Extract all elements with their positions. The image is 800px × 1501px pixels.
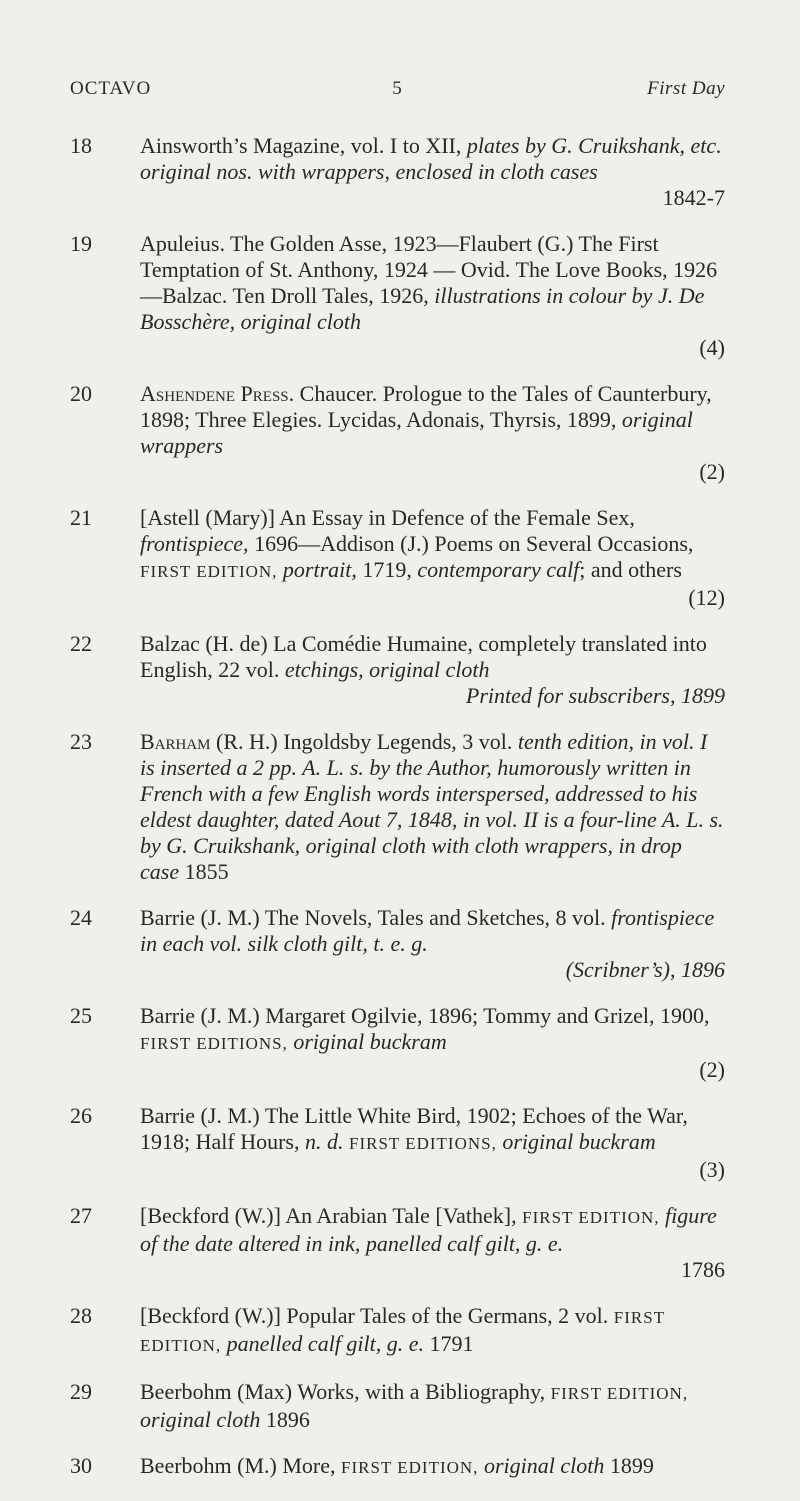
lot-text-segment: Barrie (J. M.) The Novels, Tales and Sketches, 8 vol. xyxy=(140,905,612,930)
lot-text-segment: 1696—Addison (J.) Poems on Several Occasions, xyxy=(248,531,694,556)
lot-number: 26 xyxy=(70,1103,92,1128)
lot-text-segment: Beerbohm (Max) Works, with a Bibliography, xyxy=(140,1379,551,1404)
lot-date-or-count: (2) xyxy=(699,1057,725,1082)
lot-text-segment: original buckram xyxy=(502,1129,656,1154)
lot-entry xyxy=(0,133,800,211)
lot-text-segment: ; and others xyxy=(579,557,682,582)
lot-text-segment: FIRST EDITION, xyxy=(550,1384,689,1403)
lot-entry xyxy=(0,1303,800,1359)
lot-entry xyxy=(0,1379,800,1433)
lot-description xyxy=(140,729,725,885)
lot-description xyxy=(140,1203,725,1257)
lot-entry xyxy=(0,905,800,983)
lot-description xyxy=(140,1103,725,1157)
lot-entry xyxy=(0,231,800,361)
lot-text-segment: frontispiece, xyxy=(140,531,249,556)
lot-date-or-count: (2) xyxy=(699,459,725,484)
lot-description xyxy=(140,1379,725,1433)
lot-number: 18 xyxy=(70,133,92,158)
lot-text-segment: 1896 xyxy=(260,1407,310,1432)
lot-text-segment: 1719, xyxy=(356,557,418,582)
header-sale-day: First Day xyxy=(647,78,725,99)
lot-entry xyxy=(0,381,800,485)
lot-number: 21 xyxy=(70,505,92,530)
lot-entry xyxy=(0,505,800,611)
lot-text-segment: Ainsworth’s Magazine, vol. I to XII, xyxy=(140,133,467,158)
lot-text-segment: original cloth xyxy=(483,1453,605,1478)
lot-text-segment: etchings, original cloth xyxy=(284,657,490,682)
lot-text-segment: FIRST EDITION, xyxy=(341,1458,479,1477)
lot-description xyxy=(140,905,725,957)
lot-date-or-count: (12) xyxy=(688,585,725,610)
lot-description xyxy=(140,133,725,185)
lot-entry xyxy=(0,1453,800,1481)
lot-text-segment: (R. H.) Ingoldsby Legends, 3 vol. xyxy=(210,729,518,754)
lot-text-segment: Barrie (J. M.) The Little White Bird, 1902; Echoes of the War, 1918; Half Hours, xyxy=(140,1103,688,1154)
lot-text-segment: [Beckford (W.)] Popular Tales of the Germans, 2 vol. xyxy=(140,1303,614,1328)
lot-description xyxy=(140,381,725,459)
lot-number: 23 xyxy=(70,729,92,754)
lot-entry xyxy=(0,1203,800,1283)
lot-entry xyxy=(0,1003,800,1083)
lot-text-segment: [Beckford (W.)] An Arabian Tale [Vathek], xyxy=(140,1203,523,1228)
lot-text-segment: Ashendene Press. xyxy=(140,381,295,406)
lot-text-segment: contemporary calf xyxy=(417,557,580,582)
page-number: 5 xyxy=(392,78,403,99)
lot-text-segment: original nos. with wrappers, enclosed in cloth cases xyxy=(140,159,598,184)
lot-text-segment: tenth edition, in vol. I is inserted a 2 pp. A. L. s. by the Author, humorously written in French with a few English words interspersed, addressed to his eldest daughter, dated Aout 7, 1848, in vol. II is a four-line A. L. s. by G. Cruikshank, original cloth with cloth wrappers, in drop case xyxy=(140,729,724,884)
lot-text-segment: FIRST EDITION, xyxy=(140,562,278,581)
lot-text-segment: Chaucer. Prologue to the Tales of Caunterbury, 1898; Three Elegies. Lycidas, Adonais, Thyrsis, 1899, xyxy=(140,381,712,432)
lot-description xyxy=(140,1003,725,1057)
lot-text-segment: Balzac (H. de) La Comédie Humaine, completely translated into English, 22 vol. xyxy=(140,631,707,682)
lot-description xyxy=(140,231,725,335)
lot-text-segment: portrait, xyxy=(282,557,357,582)
lot-description xyxy=(140,505,725,585)
lot-entry xyxy=(0,1103,800,1183)
lot-text-segment: illustrations in colour by J. De Bosschère, original cloth xyxy=(140,283,705,334)
lot-date-or-count: (3) xyxy=(699,1157,725,1182)
lot-date-or-count: 1786 xyxy=(681,1257,725,1282)
lot-text-segment: panelled calf gilt, g. e. xyxy=(226,1331,425,1356)
lot-date-or-count: (4) xyxy=(699,335,725,360)
lot-number: 28 xyxy=(70,1303,92,1328)
lot-text-segment: frontispiece in each vol. silk cloth gilt, t. e. g. xyxy=(140,905,715,956)
lot-text-segment: Beerbohm (M.) More, xyxy=(140,1453,342,1478)
lot-number: 29 xyxy=(70,1379,92,1404)
lot-description xyxy=(140,1453,725,1481)
lot-text-segment: Barrie (J. M.) Margaret Ogilvie, 1896; Tommy and Grizel, 1900, xyxy=(140,1003,710,1028)
lot-number: 24 xyxy=(70,905,92,930)
lot-text-segment: FIRST EDITIONS, xyxy=(348,1134,497,1153)
lot-list xyxy=(0,133,800,1501)
lot-date-or-count: (Scribner’s), 1896 xyxy=(565,957,725,982)
lot-text-segment: n. d. xyxy=(304,1129,344,1154)
lot-text-segment: figure of the date altered in ink, panelled calf gilt, g. e. xyxy=(140,1203,717,1256)
lot-text-segment: original wrappers xyxy=(140,407,693,458)
lot-number: 27 xyxy=(70,1203,92,1228)
lot-date-or-count: 1842-7 xyxy=(662,185,725,210)
lot-text-segment: Apuleius. The Golden Asse, 1923—Flaubert (G.) The First Temptation of St. Anthony, 1924 — Ovid. The Love Books, 1926—Balzac. Ten Droll Tales, 1926, xyxy=(140,231,718,308)
lot-entry xyxy=(0,729,800,885)
lot-text-segment: FIRST EDITION, xyxy=(140,1308,665,1355)
header-format: OCTAVO xyxy=(70,78,152,99)
lot-text-segment: 1855 xyxy=(179,859,229,884)
lot-number: 20 xyxy=(70,381,92,406)
lot-text-segment: 1899 xyxy=(604,1453,654,1478)
lot-text-segment: etc. xyxy=(685,133,722,158)
lot-text-segment: original buckram xyxy=(293,1029,447,1054)
lot-text-segment: 1791 xyxy=(424,1331,474,1356)
lot-text-segment: plates by G. Cruikshank, xyxy=(466,133,686,158)
lot-text-segment: Barham xyxy=(140,729,211,754)
lot-date-or-count: Printed for subscribers, 1899 xyxy=(465,683,725,708)
lot-number: 25 xyxy=(70,1003,92,1028)
lot-description xyxy=(140,1303,725,1359)
lot-number: 19 xyxy=(70,231,92,256)
lot-number: 22 xyxy=(70,631,92,656)
lot-number: 30 xyxy=(70,1453,92,1478)
lot-description xyxy=(140,631,725,683)
lot-text-segment: original cloth xyxy=(140,1407,261,1432)
lot-entry xyxy=(0,631,800,709)
lot-text-segment: FIRST EDITIONS, xyxy=(140,1034,288,1053)
page-header xyxy=(70,78,725,114)
lot-text-segment: [Astell (Mary)] An Essay in Defence of the Female Sex, xyxy=(140,505,635,530)
lot-text-segment: FIRST EDITION, xyxy=(522,1208,660,1227)
